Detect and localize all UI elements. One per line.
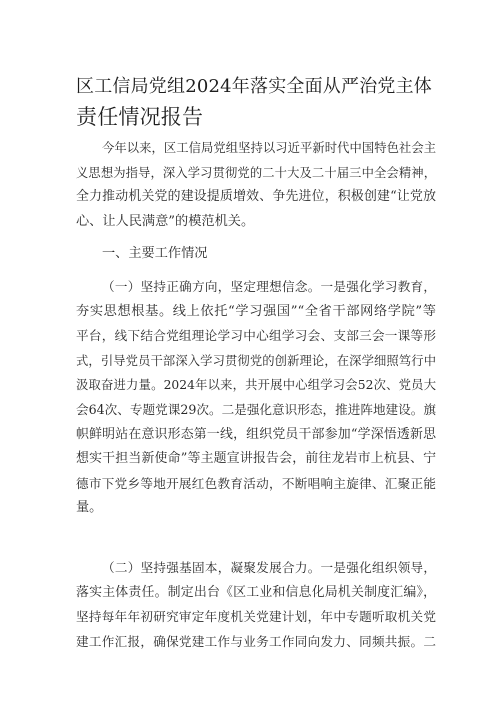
paragraph-line: 会64次、专题党课29次。二是强化意识形态，推进阵地建设。旗 — [76, 401, 436, 417]
paragraph-line: 建工作汇报，确保党建工作与业务工作同向发力、同频共振。二 — [76, 633, 436, 649]
paragraph-line: 今年以来，区工信局党组坚持以习近平新时代中国特色社会主 — [102, 141, 436, 155]
paragraph-line: （二）坚持强基固本，凝聚发展合力。一是强化组织领导， — [102, 560, 436, 575]
title-line: 责任情况报告 — [76, 105, 204, 129]
paragraph-line: （一）坚持正确方向，坚定理想信念。一是强化学习教育， — [102, 279, 436, 294]
paragraph-line: 坚持每年年初研究审定年度机关党建计划，年中专题听取机关党 — [76, 609, 436, 625]
paragraph-line: 夯实思想根基。线上依托“学习强国”“全省干部网络学院”等 — [76, 303, 436, 319]
paragraph-line: 义思想为指导，深入学习贯彻党的二十大及二十届三中全会精神， — [76, 165, 436, 180]
paragraph-line: 德市下党乡等地开展红色教育活动，不断唱响主旋律、汇聚正能 — [76, 475, 436, 491]
paragraph-line: 平台，线下结合党组理论学习中心组学习会、支部三会一课等形 — [76, 328, 436, 344]
paragraph-line: 想实干担当新使命”等主题宣讲报告会，前往龙岩市上杭县、宁 — [76, 451, 436, 467]
paragraph-line: 帜鲜明站在意识形态第一线，组织党员干部参加“学深悟透新思 — [76, 426, 436, 442]
title-line: 区工信局党组2024年落实全面从严治党主体 — [76, 76, 433, 97]
paragraph-line: 式，引导党员干部深入学习贯彻党的创新理论，在深学细照笃行中 — [76, 353, 436, 368]
paragraph-line: 量。 — [76, 500, 103, 516]
paragraph-line: 全力推动机关党的建设提质增效、争先进位，积极创建“让党放 — [76, 189, 436, 205]
intro-paragraph — [76, 136, 436, 234]
paragraph-line: 汲取奋进力量。2024年以来，共开展中心组学习会52次、党员大 — [76, 378, 436, 393]
paragraph-line: 心、让人民满意”的模范机关。 — [76, 213, 255, 229]
section-2-paragraph — [76, 556, 436, 654]
paragraph-line: 落实主体责任。制定出台《区工业和信息化局机关制度汇编》， — [76, 584, 436, 600]
document-title — [76, 72, 436, 132]
section-1-paragraph — [76, 275, 436, 521]
section-heading: 一、主要工作情况 — [102, 246, 208, 261]
